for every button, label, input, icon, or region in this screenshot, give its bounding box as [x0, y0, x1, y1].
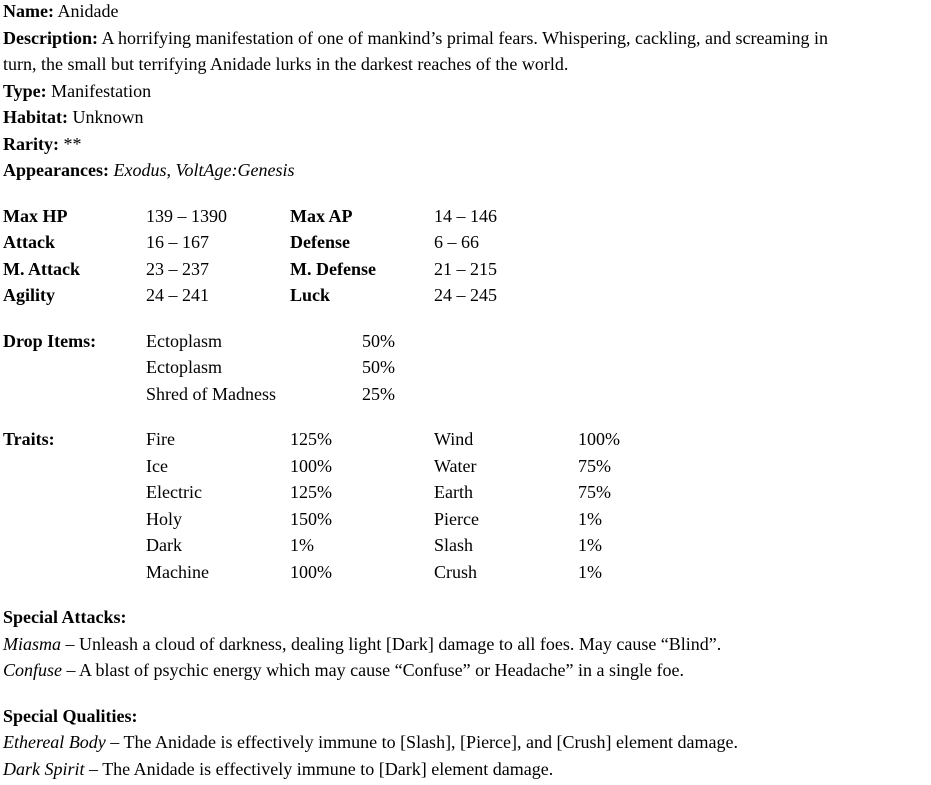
stat-value: 23 – 237	[146, 258, 209, 279]
trait-element: Fire	[146, 429, 175, 449]
trait-element: Electric	[146, 482, 202, 502]
special-attack-name: Miasma	[3, 633, 61, 654]
trait-element: Pierce	[434, 508, 479, 529]
special-attack-desc: – A blast of psychic energy which may cause “Confuse” or Headache” in a single foe.	[62, 660, 684, 680]
name-value: Anidade	[57, 1, 119, 21]
description-label: Description:	[3, 27, 98, 48]
trait-element: Earth	[434, 482, 473, 502]
spacer	[3, 309, 928, 328]
stat-label: Luck	[290, 285, 331, 305]
stats-table	[3, 203, 928, 309]
spacer	[3, 684, 928, 703]
spacer	[3, 184, 928, 203]
drop-row	[3, 354, 928, 381]
special-quality-item	[3, 756, 928, 783]
trait-row	[3, 532, 928, 559]
spacer	[3, 585, 928, 604]
special-qualities-heading	[3, 703, 928, 730]
stat-value: 21 – 215	[434, 258, 497, 279]
drop-item-name: Ectoplasm	[146, 330, 222, 351]
stat-value: 6 – 66	[434, 232, 479, 252]
trait-value: 75%	[578, 482, 611, 502]
drop-row	[3, 328, 928, 355]
trait-value: 100%	[290, 561, 332, 582]
trait-element: Crush	[434, 561, 478, 582]
special-quality-item	[3, 729, 928, 756]
rarity-value: **	[63, 133, 82, 154]
stat-label: M. Defense	[290, 258, 376, 279]
drop-row	[3, 381, 928, 408]
trait-row	[3, 479, 928, 506]
stat-value: 14 – 146	[434, 205, 497, 226]
description-line-2	[3, 51, 928, 78]
special-qualities-title: Special Qualities:	[3, 705, 138, 726]
traits-label: Traits:	[3, 429, 55, 449]
stats-row	[3, 229, 928, 256]
trait-value: 100%	[290, 455, 332, 476]
stat-value: 16 – 167	[146, 232, 209, 252]
trait-value: 125%	[290, 482, 332, 502]
type-value: Manifestation	[51, 80, 152, 101]
drop-item-name: Shred of Madness	[146, 383, 276, 404]
trait-row	[3, 506, 928, 533]
special-quality-name: Dark Spirit	[3, 758, 85, 779]
habitat-value: Unknown	[72, 107, 144, 127]
description-text-1: A horrifying manifestation of one of mankind’s primal fears. Whispering, cackling, and screaming in	[101, 27, 828, 48]
stat-label: Max AP	[290, 205, 353, 226]
trait-element: Water	[434, 455, 477, 476]
appearances-label: Appearances:	[3, 160, 109, 180]
type-line	[3, 78, 928, 105]
trait-value: 1%	[578, 508, 602, 529]
trait-value: 1%	[290, 535, 314, 555]
stat-label: Agility	[3, 285, 55, 305]
appearance-item: VoltAge:Genesis	[175, 160, 295, 180]
special-attacks-heading	[3, 604, 928, 631]
rarity-line	[3, 131, 928, 158]
drop-item-chance: 50%	[362, 330, 395, 351]
trait-value: 1%	[578, 561, 602, 582]
stat-label: M. Attack	[3, 258, 80, 279]
habitat-line	[3, 104, 928, 131]
stat-value: 24 – 241	[146, 285, 209, 305]
stat-label: Attack	[3, 232, 55, 252]
type-label: Type:	[3, 80, 47, 101]
trait-row	[3, 426, 928, 453]
drop-items-label: Drop Items:	[3, 330, 97, 351]
drop-item-chance: 50%	[362, 357, 395, 377]
special-attack-desc: – Unleash a cloud of darkness, dealing light [Dark] damage to all foes. May cause “Blind”.	[61, 633, 722, 654]
stats-row	[3, 203, 928, 230]
appearances-line	[3, 157, 928, 184]
stat-label: Max HP	[3, 205, 68, 226]
description-text-2: turn, the small but terrifying Anidade lurks in the darkest reaches of the world.	[3, 54, 569, 74]
special-quality-name: Ethereal Body	[3, 732, 106, 752]
trait-element: Wind	[434, 429, 474, 449]
habitat-label: Habitat:	[3, 107, 68, 127]
special-attacks-title: Special Attacks:	[3, 607, 127, 627]
drop-item-name: Ectoplasm	[146, 357, 222, 377]
trait-value: 75%	[578, 455, 611, 476]
trait-element: Dark	[146, 535, 182, 555]
trait-row	[3, 453, 928, 480]
trait-element: Ice	[146, 455, 168, 476]
trait-value: 1%	[578, 535, 602, 555]
rarity-label: Rarity:	[3, 133, 59, 154]
special-attack-item	[3, 631, 928, 658]
appearance-item: Exodus	[113, 160, 167, 180]
stats-row	[3, 282, 928, 309]
trait-element: Machine	[146, 561, 209, 582]
trait-value: 125%	[290, 429, 332, 449]
monster-entry	[3, 0, 928, 782]
name-line	[3, 0, 928, 25]
special-attack-item	[3, 657, 928, 684]
trait-value: 150%	[290, 508, 332, 529]
special-attack-name: Confuse	[3, 660, 63, 680]
trait-element: Slash	[434, 535, 474, 555]
stat-value: 139 – 1390	[146, 205, 227, 226]
drop-items-table	[3, 328, 928, 408]
trait-value: 100%	[578, 429, 620, 449]
spacer	[3, 407, 928, 426]
stat-label: Defense	[290, 232, 350, 252]
description-line	[3, 25, 928, 52]
trait-element: Holy	[146, 508, 182, 529]
stats-row	[3, 256, 928, 283]
special-quality-desc: – The Anidade is effectively immune to [Slash], [Pierce], and [Crush] element damage.	[105, 732, 738, 752]
appearance-separator: ,	[166, 160, 176, 180]
name-label: Name:	[3, 1, 54, 21]
special-quality-desc: – The Anidade is effectively immune to [Dark] element damage.	[84, 758, 554, 779]
drop-item-chance: 25%	[362, 383, 395, 404]
trait-row	[3, 559, 928, 586]
stat-value: 24 – 245	[434, 285, 497, 305]
traits-table	[3, 426, 928, 585]
